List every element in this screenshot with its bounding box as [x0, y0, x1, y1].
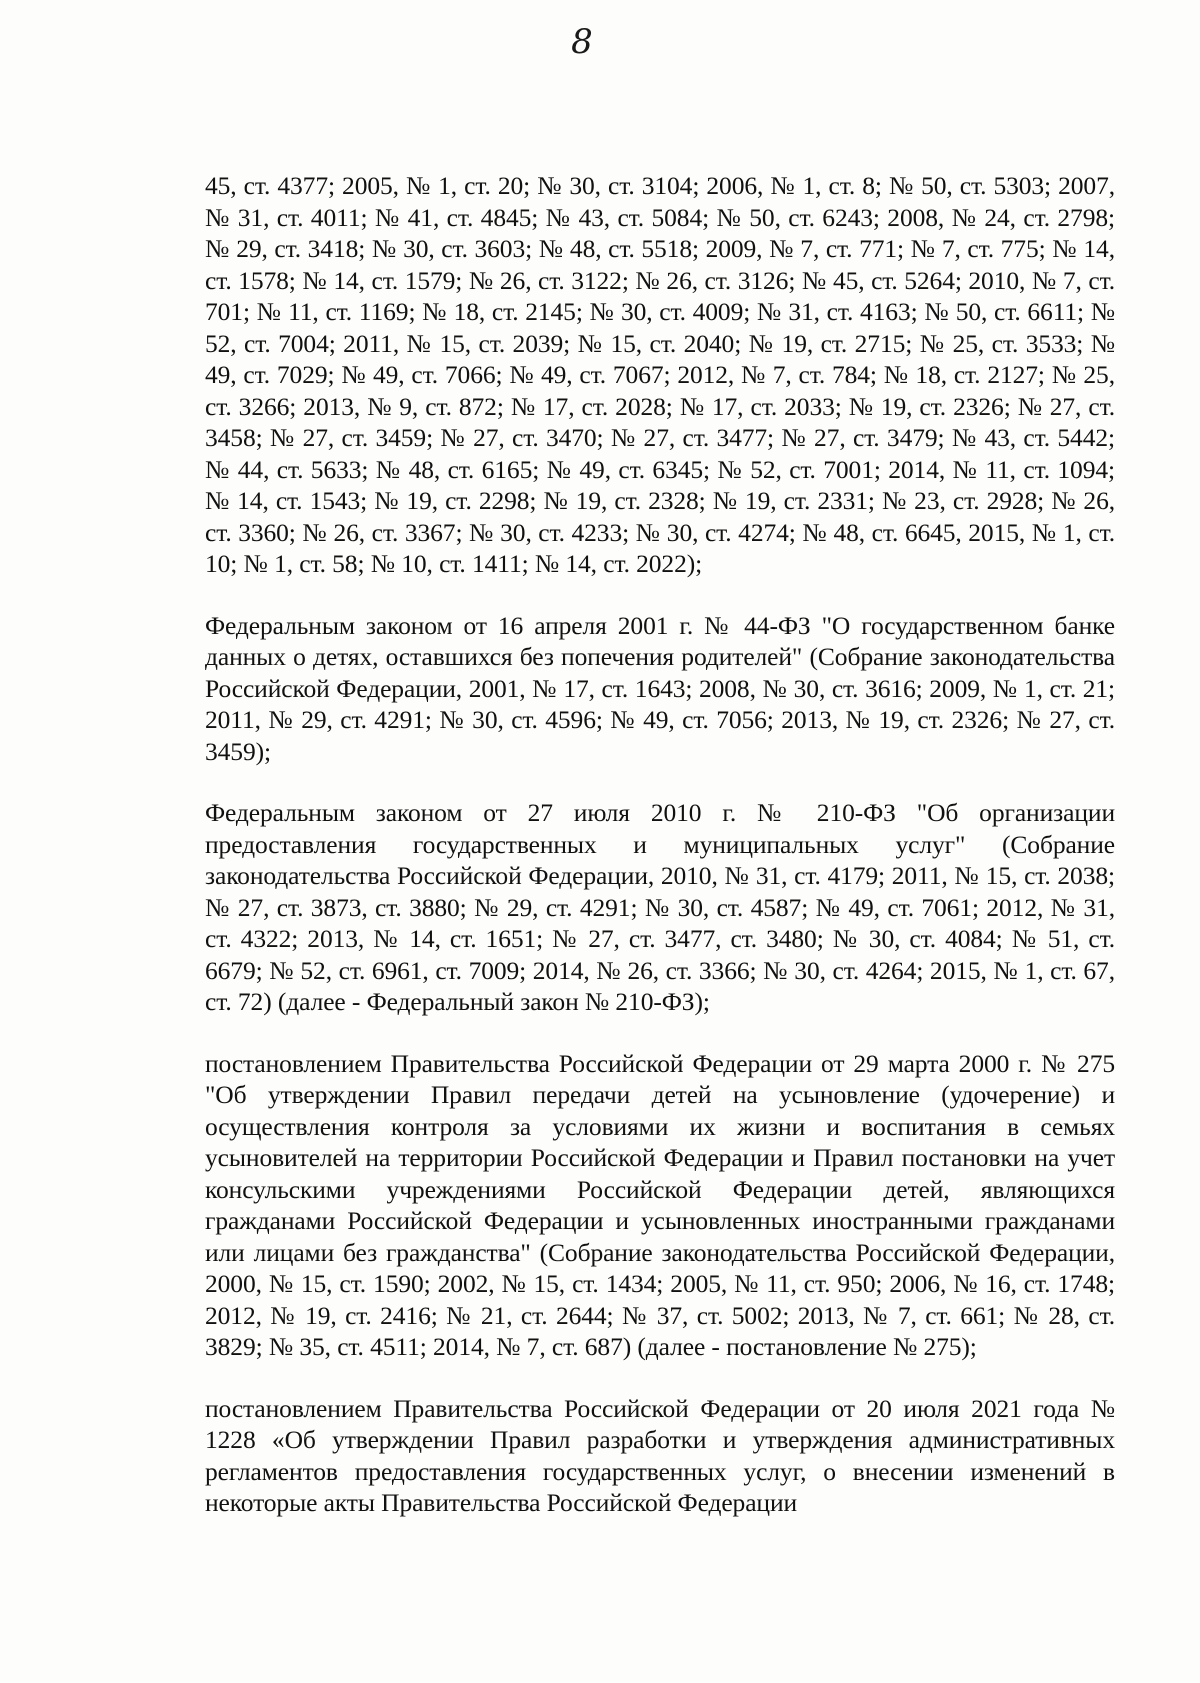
- paragraph-resolution-275: постановлением Правительства Российской Федерации от 29 марта 2000 г. № 275 "Об утверждении Правил передачи детей на усыновление (удочерение) и осуществления контроля за условиями их жизни и воспитания в семьях усыновителей на территории Российской Федерации и Правил постановки на учет консульскими учреждениями Российской Федерации детей, являющихся гражданами Российской Федерации и усыновленных иностранными гражданами или лицами без гражданства" (Собрание законодательства Российской Федерации, 2000, № 15, ст. 1590; 2002, № 15, ст. 1434; 2005, № 11, ст. 950; 2006, № 16, ст. 1748; 2012, № 19, ст. 2416; № 21, ст. 2644; № 37, ст. 5002; 2013, № 7, ст. 661; № 28, ст. 3829; № 35, ст. 4511; 2014, № 7, ст. 687) (далее - постановление № 275);: [205, 1048, 1115, 1361]
- paragraph-resolution-1228: постановлением Правительства Российской Федерации от 20 июля 2021 года № 1228 «Об утверждении Правил разработки и утверждения административных регламентов предоставления государственных услуг, о внесении изменений в некоторые акты Правительства Российской Федерации: [205, 1393, 1115, 1517]
- paragraph-citations-continued: 45, ст. 4377; 2005, № 1, ст. 20; № 30, ст. 3104; 2006, № 1, ст. 8; № 50, ст. 5303; 2007, № 31, ст. 4011; № 41, ст. 4845; № 43, ст. 5084; № 50, ст. 6243; 2008, № 24, ст. 2798; № 29, ст. 3418; № 30, ст. 3603; № 48, ст. 5518; 2009, № 7, ст. 771; № 7, ст. 775; № 14, ст. 1578; № 14, ст. 1579; № 26, ст. 3122; № 26, ст. 3126; № 45, ст. 5264; 2010, № 7, ст. 701; № 11, ст. 1169; № 18, ст. 2145; № 30, ст. 4009; № 31, ст. 4163; № 50, ст. 6611; № 52, ст. 7004; 2011, № 15, ст. 2039; № 15, ст. 2040; № 19, ст. 2715; № 25, ст. 3533; № 49, ст. 7029; № 49, ст. 7066; № 49, ст. 7067; 2012, № 7, ст. 784; № 18, ст. 2127; № 25, ст. 3266; 2013, № 9, ст. 872; № 17, ст. 2028; № 17, ст. 2033; № 19, ст. 2326; № 27, ст. 3458; № 27, ст. 3459; № 27, ст. 3470; № 27, ст. 3477; № 27, ст. 3479; № 43, ст. 5442; № 44, ст. 5633; № 48, ст. 6165; № 49, ст. 6345; № 52, ст. 7001; 2014, № 11, ст. 1094; № 14, ст. 1543; № 19, ст. 2298; № 19, ст. 2328; № 19, ст. 2331; № 23, ст. 2928; № 26, ст. 3360; № 26, ст. 3367; № 30, ст. 4233; № 30, ст. 4274; № 48, ст. 6645, 2015, № 1, ст. 10; № 1, ст. 58; № 10, ст. 1411; № 14, ст. 2022);: [205, 171, 1115, 578]
- page-number: 8: [571, 22, 593, 62]
- paragraph-federal-law-210fz: Федеральным законом от 27 июля 2010 г. № 210-ФЗ "Об организации предоставления государственных и муниципальных услуг" (Собрание законодательства Российской Федерации, 2010, № 31, ст. 4179; 2011, № 15, ст. 2038; № 27, ст. 3873, ст. 3880; № 29, ст. 4291; № 30, ст. 4587; № 49, ст. 7061; 2012, № 31, ст. 4322; 2013, № 14, ст. 1651; № 27, ст. 3477, ст. 3480; № 30, ст. 4084; № 51, ст. 6679; № 52, ст. 6961, ст. 7009; 2014, № 26, ст. 3366; № 30, ст. 4264; 2015, № 1, ст. 67, ст. 72) (далее - Федеральный закон № 210-ФЗ);: [205, 798, 1115, 1016]
- paragraph-federal-law-44fz: Федеральным законом от 16 апреля 2001 г. № 44-ФЗ "О государственном банке данных о детях, оставшихся без попечения родителей" (Собрание законодательства Российской Федерации, 2001, № 17, ст. 1643; 2008, № 30, ст. 3616; 2009, № 1, ст. 21; 2011, № 29, ст. 4291; № 30, ст. 4596; № 49, ст. 7056; 2013, № 19, ст. 2326; № 27, ст. 3459);: [205, 610, 1115, 766]
- document-body: [205, 170, 1115, 1519]
